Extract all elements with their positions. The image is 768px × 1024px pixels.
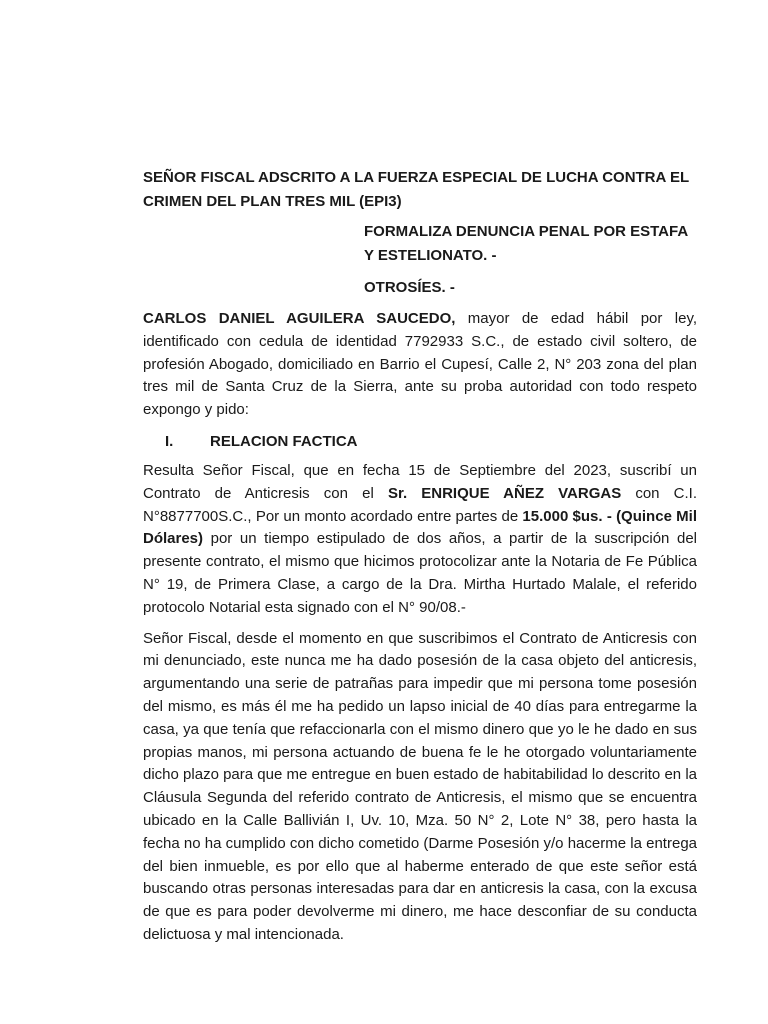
section-title: RELACION FACTICA xyxy=(210,432,358,450)
intro-text: mayor de edad hábil por ley, identificado con cedula de identidad 7792933 S.C., de estado civil soltero, de profesión Abogado, domiciliado en Barrio el Cupesí, Calle 2, N° 203 zona del plan tres mil de Santa Cruz de la Sierra, ante su proba autoridad con todo respeto expongo y pido: xyxy=(143,310,697,419)
section-heading xyxy=(143,430,697,454)
section-number: I. xyxy=(165,432,174,450)
subject-block xyxy=(364,220,697,300)
intro-paragraph xyxy=(143,308,697,422)
p1-text-2: con C.I. N°8877700S.C., Por un monto acordado entre partes de xyxy=(143,484,697,525)
p1-text-3: por un tiempo estipulado de dos años, a partir de la suscripción del presente contrato, el mismo que hicimos protocolizar ante la Notaria de Fe Pública N° 19, de Primera Clase, a cargo de la Dra. Mirtha Hurtado Malale, el referido protocolo Notarial esta signado con el N° 90/08.- xyxy=(143,530,697,616)
addressee-heading: SEÑOR FISCAL ADSCRITO A LA FUERZA ESPECIAL DE LUCHA CONTRA EL CRIMEN DEL PLAN TRES MIL (EPI3) xyxy=(143,169,689,210)
subject-line-2: Y ESTELIONATO. - xyxy=(364,247,497,264)
subject-line-1: FORMALIZA DENUNCIA PENAL POR ESTAFA xyxy=(364,223,689,240)
p1-bold-amount: 15.000 $us. - (Quince Mil Dólares) xyxy=(143,507,697,548)
document-page xyxy=(143,166,697,947)
otrosies-label: OTROSÍES. - xyxy=(364,279,455,296)
complainant-name: CARLOS DANIEL AGUILERA SAUCEDO, xyxy=(143,310,456,327)
p1-text-1: Resulta Señor Fiscal, que en fecha 15 de Septiembre del 2023, suscribí un Contrato de Anticresis con el xyxy=(143,461,697,502)
facts-paragraph-1 xyxy=(143,460,697,620)
p1-bold-name: Sr. ENRIQUE AÑEZ VARGAS xyxy=(387,484,622,502)
facts-paragraph-2: Señor Fiscal, desde el momento en que suscribimos el Contrato de Anticresis con mi denunciado, este nunca me ha dado posesión de la casa objeto del anticresis, argumentando una serie de patrañas para impedir que mi persona tome posesión del mismo, es más él me ha pedido un lapso inicial de 40 días para entregarme la casa, ya que tenía que refaccionarla con el mismo dinero que yo le he dado en sus propias manos, mi persona actuando de buena fe le he otorgado voluntariamente dicho plazo para que me entregue en buen estado de habitabilidad lo descrito en la Cláusula Segunda del referido contrato de Anticresis, el mismo que se encuentra ubicado en la Calle Ballivián I, Uv. 10, Mza. 50 N° 2, Lote N° 38, pero hasta la fecha no ha cumplido con dicho cometido (Darme Posesión y/o hacerme la entrega del bien inmueble, es por ello que al haberme enterado de que este señor está buscando otras personas interesadas para dar en anticresis la casa, con la excusa de que es para poder devolverme mi dinero, me hace desconfiar de su conducta delictuosa y mal intencionada. xyxy=(143,629,697,943)
